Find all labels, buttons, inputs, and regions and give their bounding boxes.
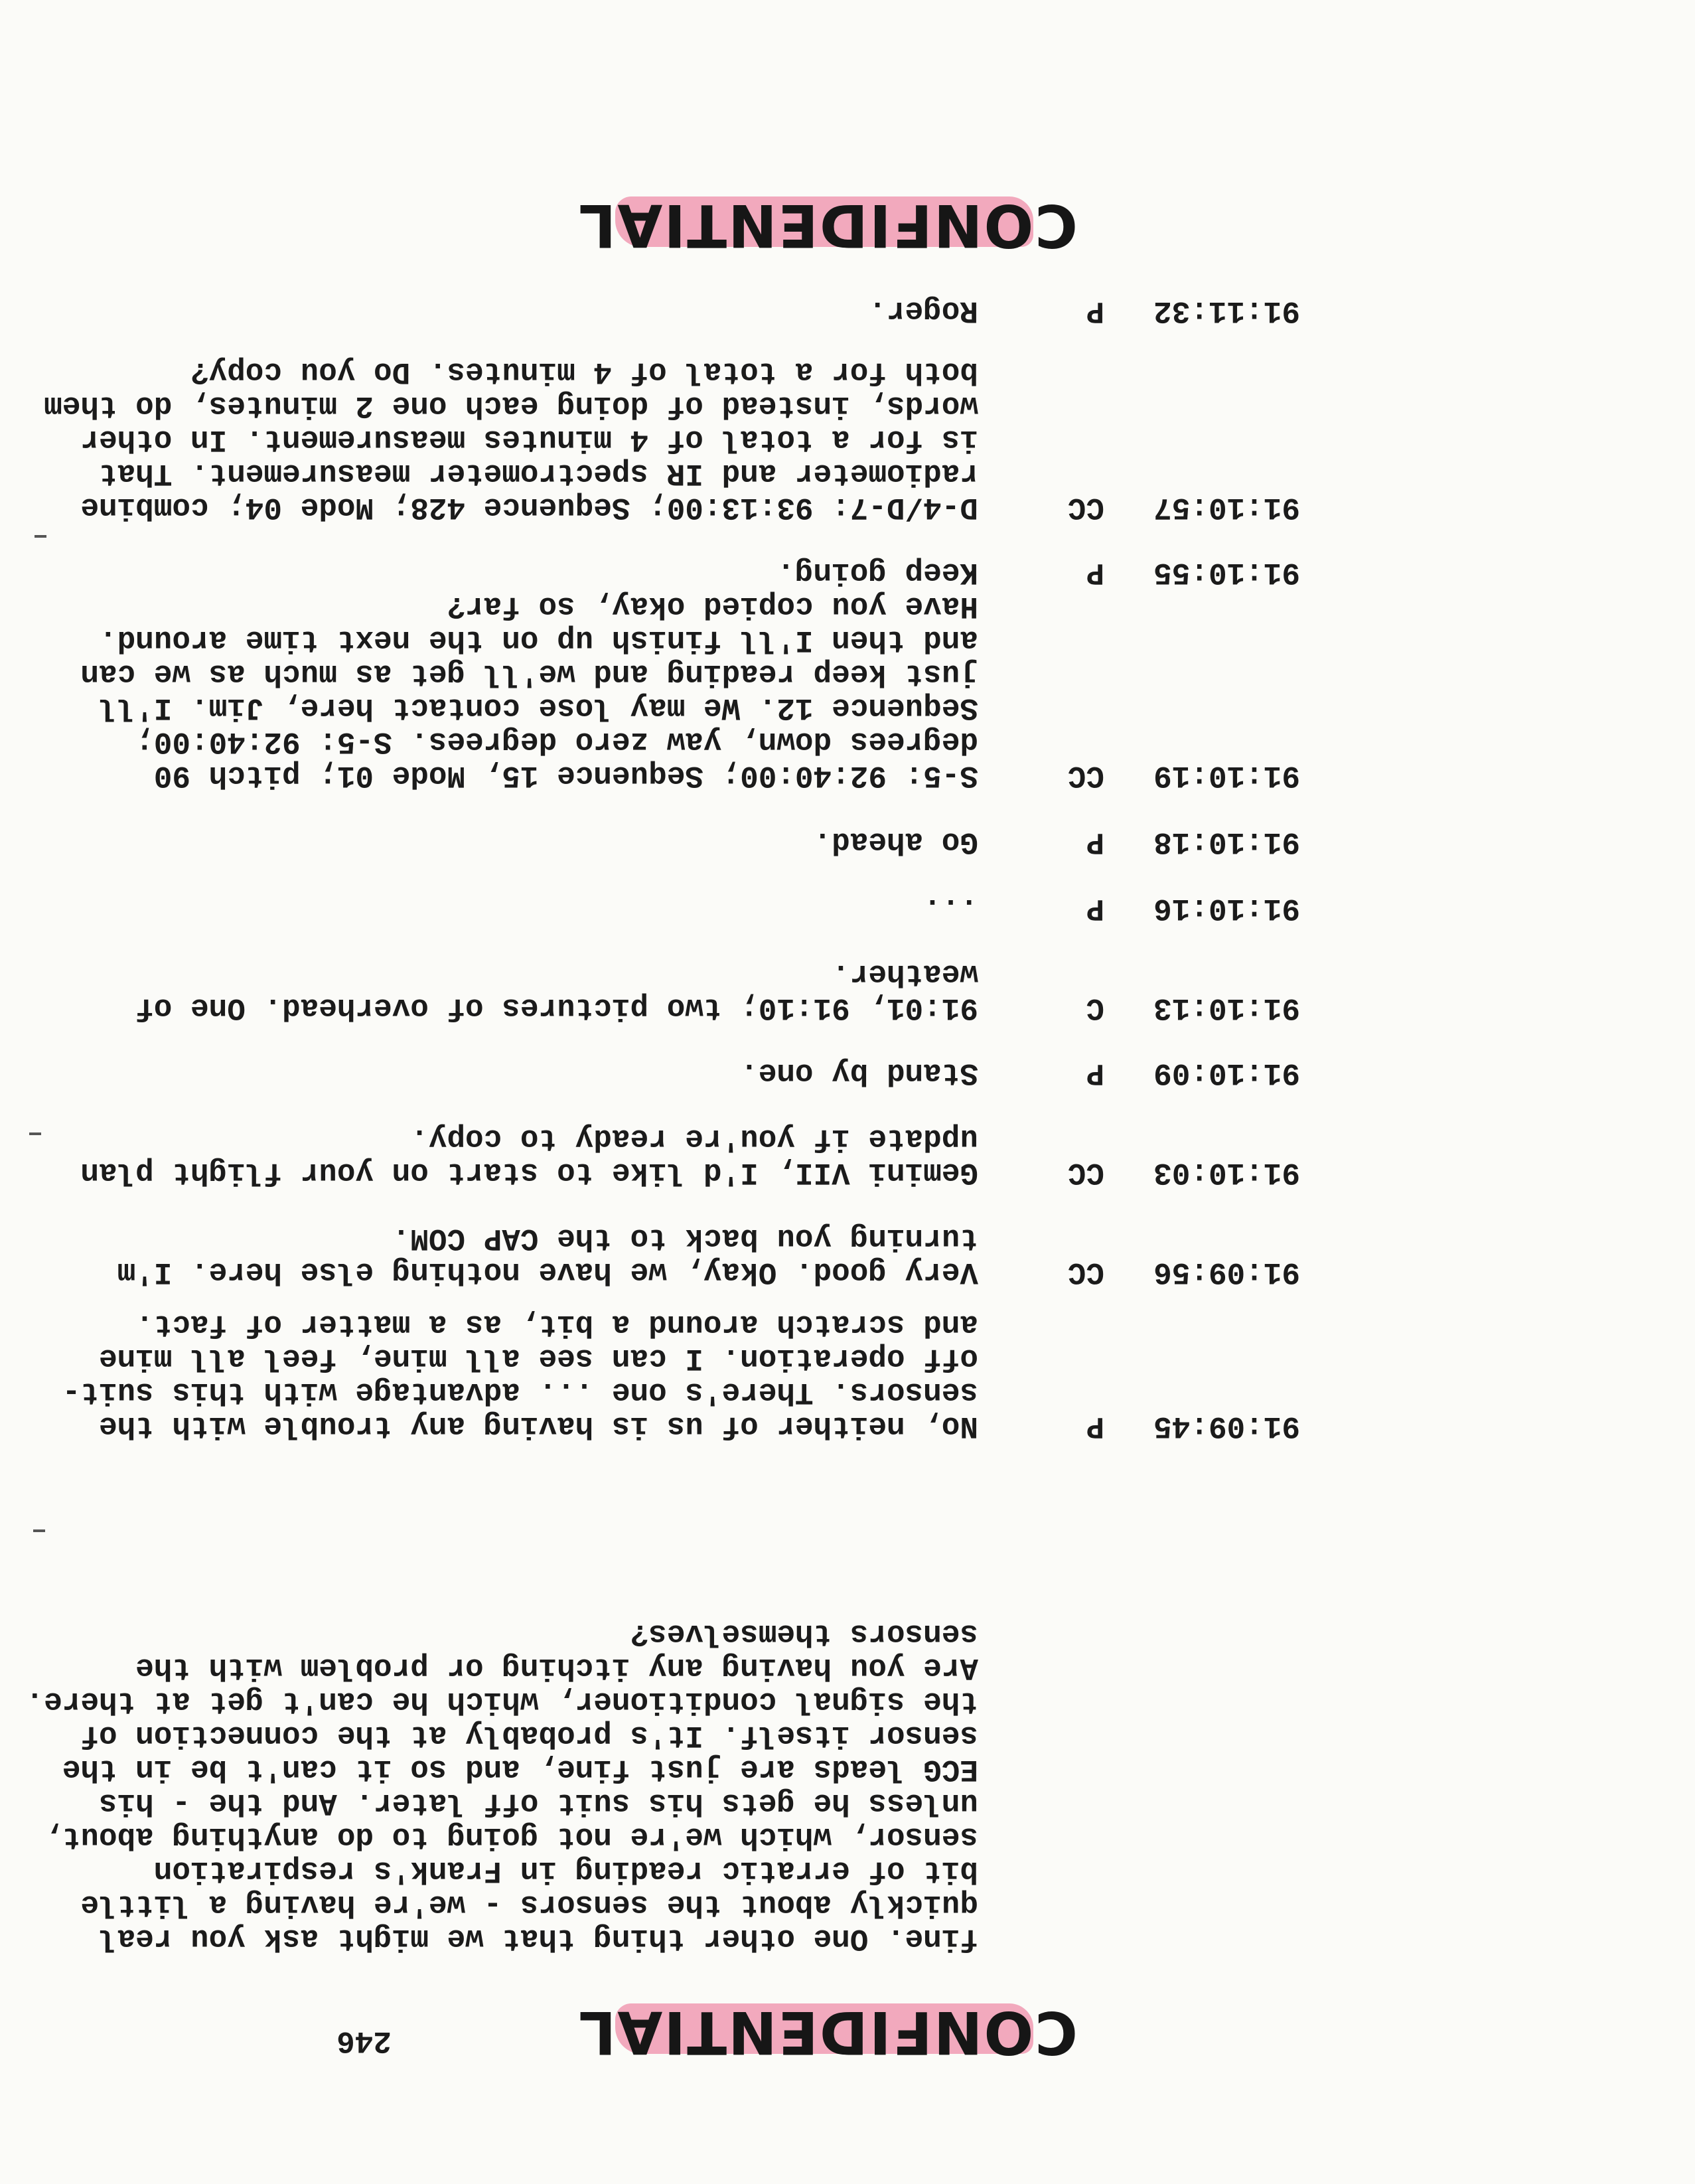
entry-text: ... xyxy=(923,891,978,925)
entry-time: 91:10:19 xyxy=(1153,758,1300,793)
stamp-text: CONFIDENTIAL xyxy=(577,191,1078,260)
entry-speaker: P xyxy=(1086,1055,1104,1090)
entry-time: 91:09:56 xyxy=(1153,1255,1300,1289)
entry-speaker: P xyxy=(1086,555,1104,589)
margin-mark xyxy=(33,1529,45,1532)
entry-speaker: P xyxy=(1086,824,1104,859)
entry-speaker: P xyxy=(1086,1409,1104,1443)
entry-speaker: CC xyxy=(1067,490,1104,524)
margin-mark xyxy=(29,1132,41,1135)
entry-text: D-4/D-7: 93:13:00; Sequence 428; Mode 04; combine radiometer and IR spectrometer measurement. That is for a total of 4 minutes measurement. In other words, instead of doing each one 2 minutes, do them both for a total of 4 minutes. Do you copy? xyxy=(44,354,978,524)
entry-text: Very good. Okay, we have nothing else here. I'm turning you back to the CAP COM. xyxy=(117,1221,978,1289)
entry-time: 91:10:13 xyxy=(1153,990,1300,1025)
entry-text: fine. One other thing that we might ask you real quickly about the sensors - we're having a little bit of erratic reading in Frank's respiration sensor, which we're not going to do anything about, unless he gets his suit off later. And the - his ECG leads are just fine, and so it can't be in the sensor itself. It's probably at the connection of the signal conditioner, which he can't get at there. Are you having any itching or problem with the sensors themselves? xyxy=(25,1616,978,1956)
entry-text: S-5: 92:40:00; Sequence 15, Mode 01; pitch 90 degrees down, yaw zero degrees. S-5: 92:40:00; Sequence 12. We may lose contact here, Jim. I'll just keep reading and we'll get as much as we can and then I'll finish up on the next time around. Have you copied okay, so far? xyxy=(80,589,978,793)
stamp-text: CONFIDENTIAL xyxy=(577,1998,1078,2067)
entry-time: 91:10:16 xyxy=(1153,891,1300,925)
entry-time: 91:10:55 xyxy=(1153,555,1300,589)
confidential-stamp-bottom xyxy=(577,186,1078,266)
entry-text: Stand by one. xyxy=(740,1055,978,1090)
entry-speaker: CC xyxy=(1067,1255,1104,1289)
entry-time: 91:10:09 xyxy=(1153,1055,1300,1090)
entry-speaker: CC xyxy=(1067,1155,1104,1190)
entry-text: 91:01, 91:10; two pictures of overhead. One of weather. xyxy=(135,957,978,1025)
entry-text: Gemini VII, I'd like to start on your flight plan update if you're ready to copy. xyxy=(80,1121,978,1190)
entry-speaker: CC xyxy=(1067,758,1104,793)
entry-speaker: C xyxy=(1086,990,1104,1025)
entry-time: 91:10:03 xyxy=(1153,1155,1300,1190)
page-number: 246 xyxy=(336,2023,392,2058)
entry-time: 91:10:57 xyxy=(1153,490,1300,524)
entry-text: Keep going. xyxy=(776,555,978,589)
entry-text: Roger. xyxy=(868,293,978,328)
entry-speaker: P xyxy=(1086,891,1104,925)
entry-time: 91:11:32 xyxy=(1153,293,1300,328)
entry-time: 91:09:45 xyxy=(1153,1409,1300,1443)
margin-mark xyxy=(35,535,46,538)
entry-text: No, neither of us is having any trouble with the sensors. There's one ... advantage with this suit- off operation. I can see all mine, feel all mine and scratch around a bit, as a matter of fact. xyxy=(62,1307,978,1443)
entry-speaker: P xyxy=(1086,293,1104,328)
entry-text: Go ahead. xyxy=(813,824,978,859)
entry-time: 91:10:18 xyxy=(1153,824,1300,859)
